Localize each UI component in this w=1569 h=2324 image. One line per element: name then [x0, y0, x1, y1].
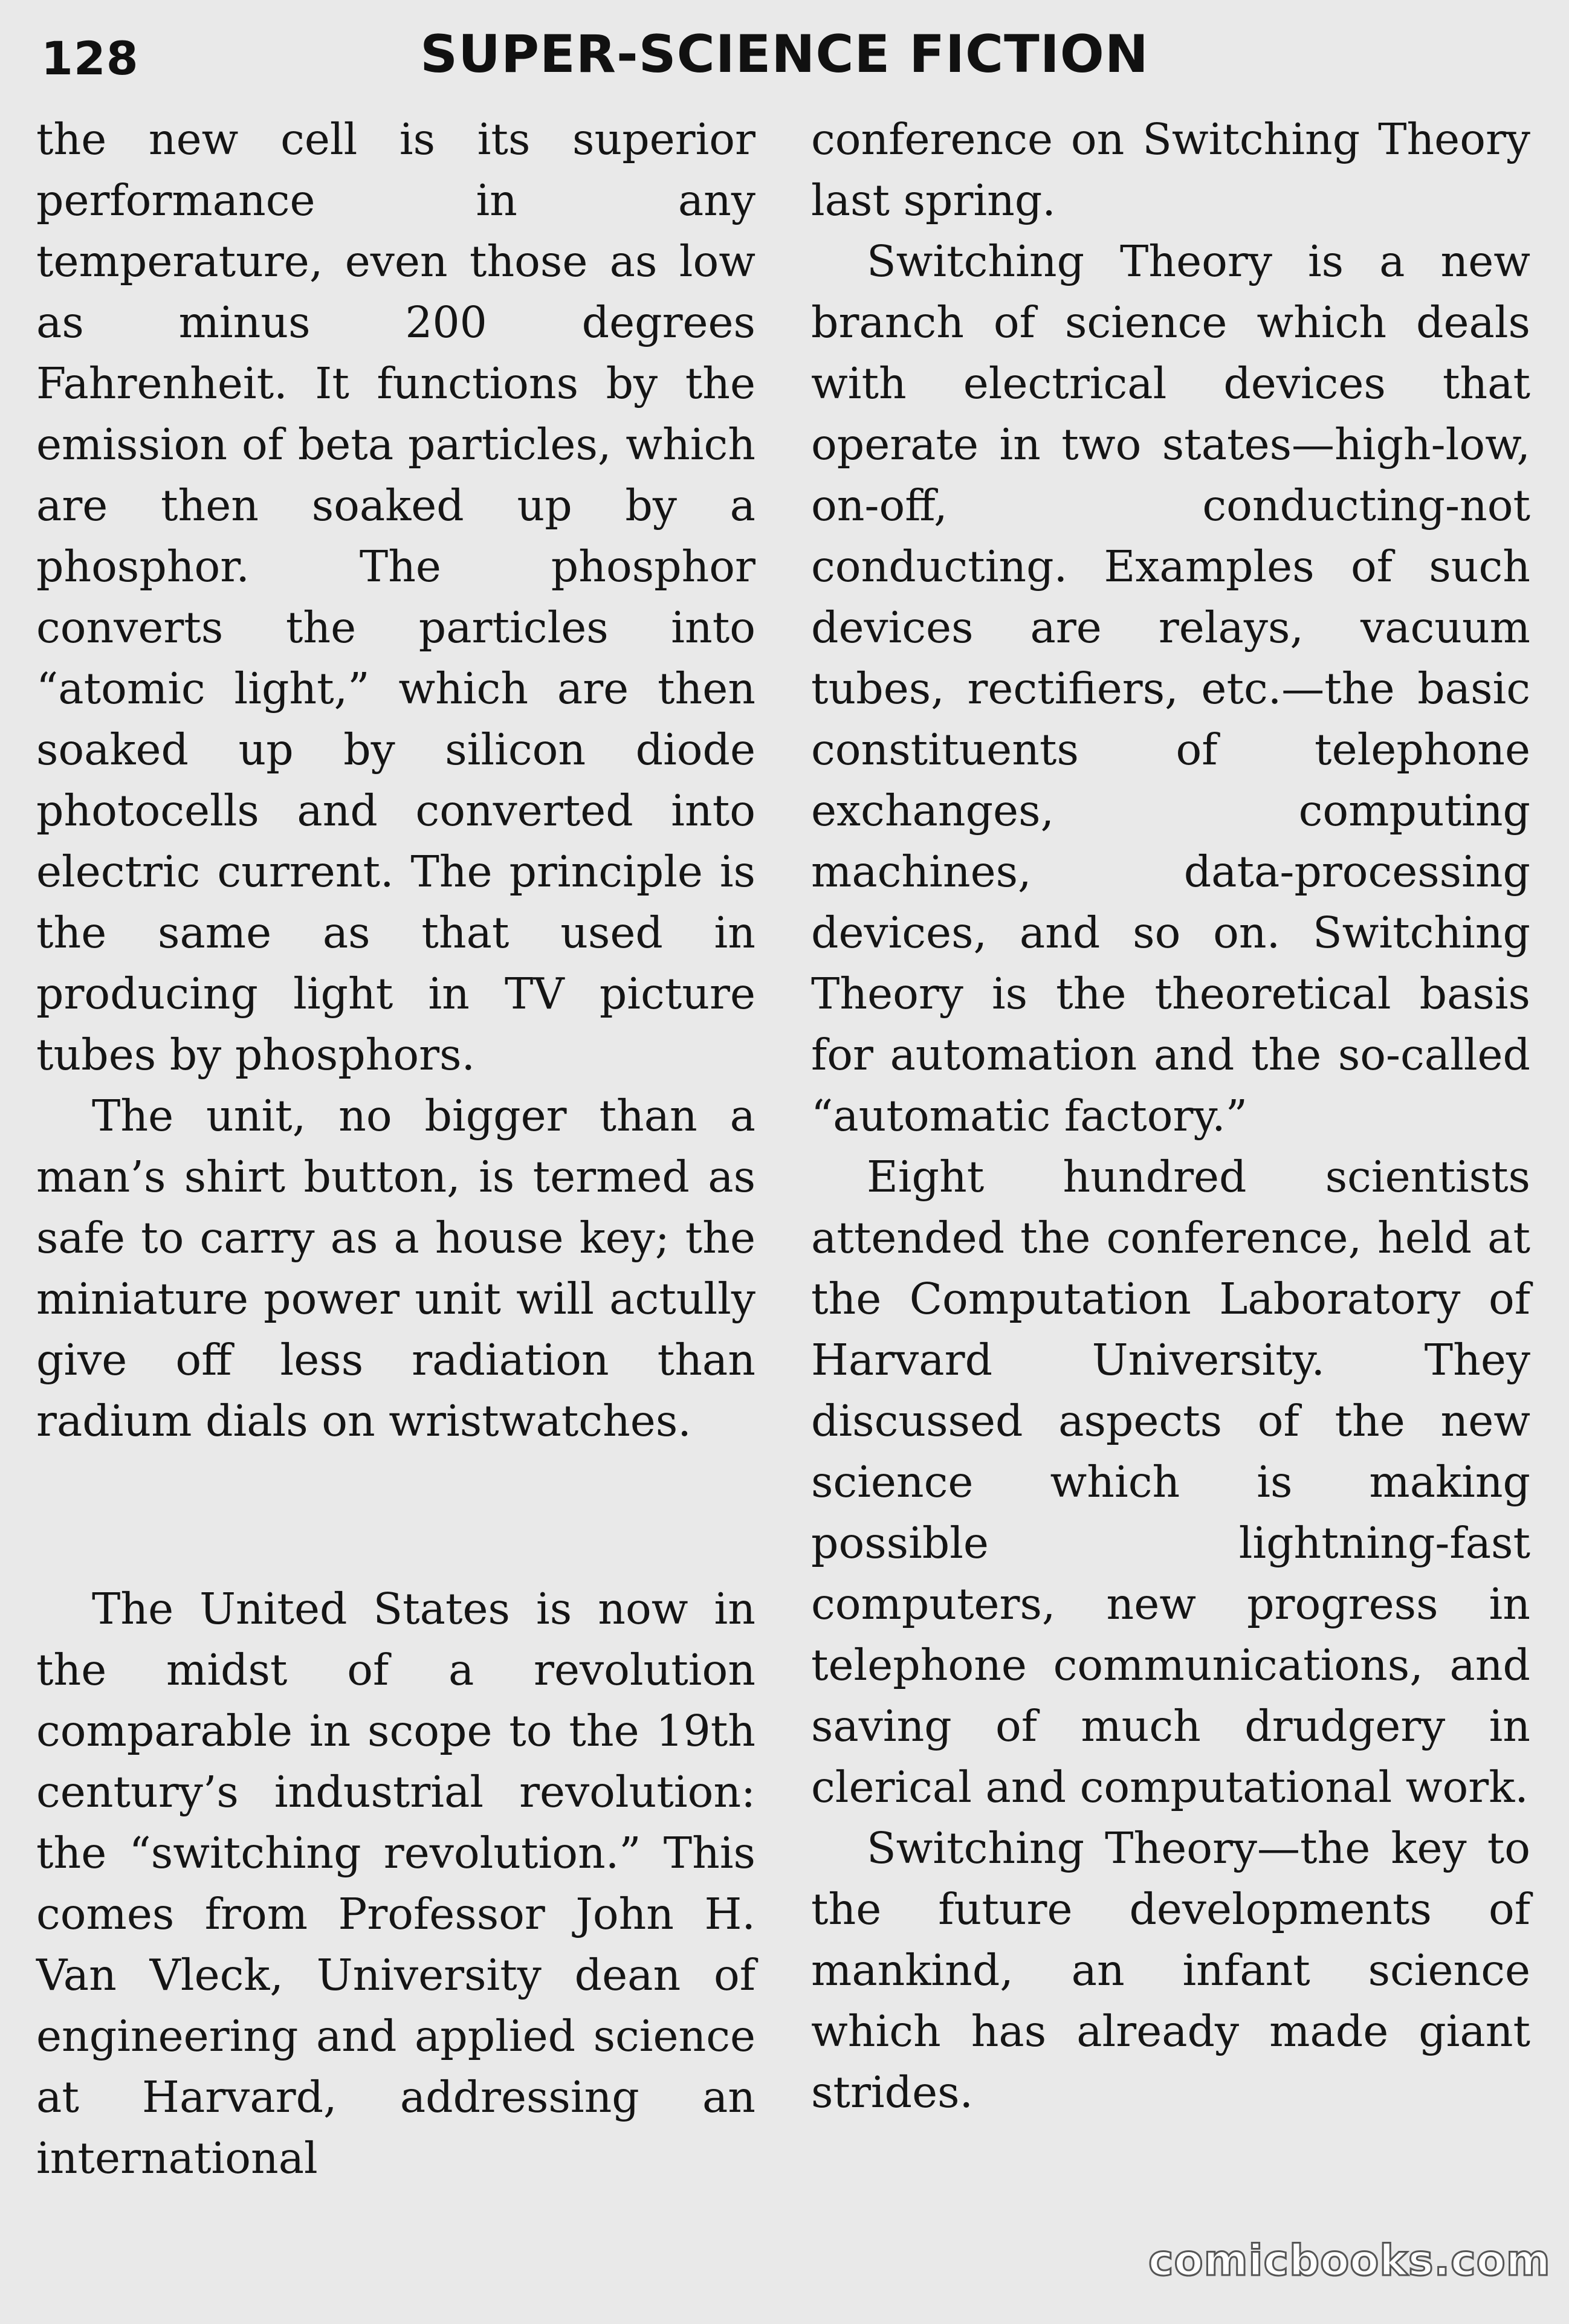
section-break: [36, 1451, 755, 1578]
paragraph-switching-theory: Switching Theory is a new branch of science which deals with electrical devices that operate in two states—high-low, on-off, conducting-not conducting. Examples of such devices are relays, vacuum tubes, rectifiers, etc.—the basic constituents of telephone exchanges, computing machines, data-processing devices, and so on. Switching Theory is the theoretical basis for automation and the so-called “automatic factory.”: [811, 236, 1530, 1141]
paragraph-conference: conference on Switching Theory last spring.: [811, 114, 1530, 225]
paragraph-key-to-future: Switching Theory—the key to the future developments of mankind, an infant science which has already made giant strides.: [811, 1823, 1530, 2117]
page-header: [0, 18, 1569, 115]
running-title: SUPER-SCIENCE FICTION: [420, 24, 1149, 85]
paragraph-switching-revolution: The United States is now in the midst of a revolution comparable in scope to the 19th century’s industrial revolution: the “switching revolution.” This comes from Professor John H. Van Vleck, University dean of engineering and applied science at Harvard, addressing an international: [36, 1584, 755, 2183]
paragraph-atomic-cell: the new cell is its superior performance in any temperature, even those as low as minus 200 degrees Fahrenheit. It functions by the emission of beta particles, which are then soaked up by a phosphor. The phosphor converts the particles into “atomic light,” which are then soaked up by silicon diode photocells and converted into electric current. The principle is the same as that used in producing light in TV picture tubes by phosphors.: [36, 114, 755, 1080]
paragraph-shirt-button: The unit, no bigger than a man’s shirt button, is termed as safe to carry as a house key; the miniature power unit will actully give off less radiation than radium dials on wristwatches.: [36, 1091, 755, 1446]
site-watermark: comicbooks.com: [1148, 2236, 1551, 2285]
page-number: 128: [41, 31, 139, 85]
right-column: [811, 109, 1530, 2123]
left-column: [36, 109, 755, 2189]
paragraph-scientists: Eight hundred scientists attended the conference, held at the Computation Laboratory of Harvard University. They discussed aspects of the new science which is making possible lightning-fast computers, new progress in telephone communications, and saving of much drudgery in clerical and computational work.: [811, 1152, 1530, 1812]
